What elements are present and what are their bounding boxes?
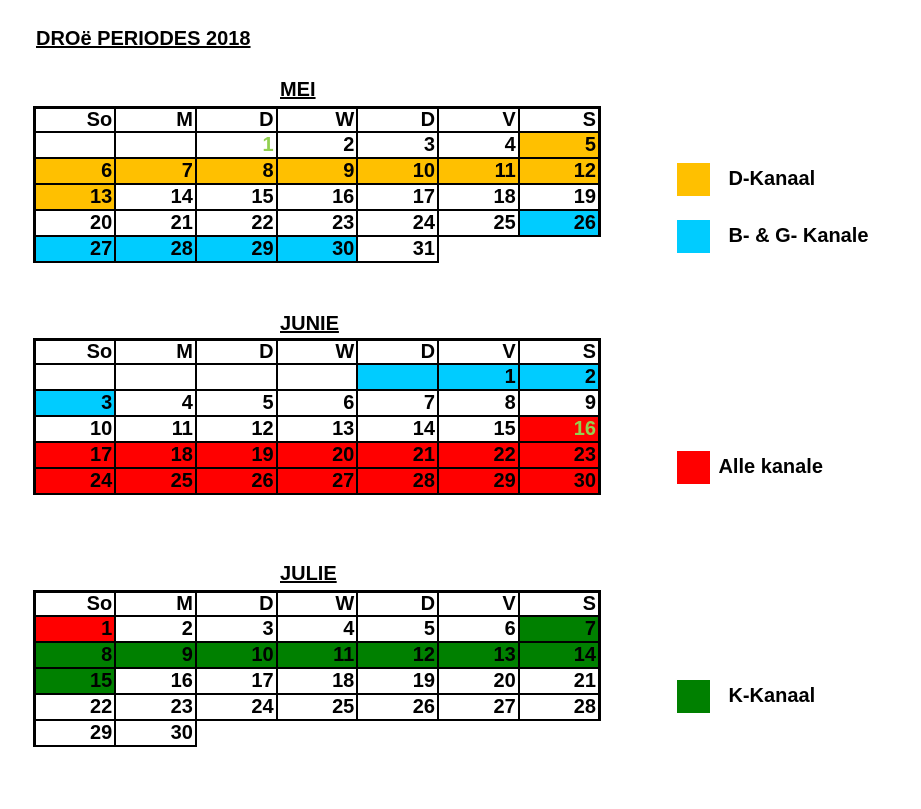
day-cell: 16 xyxy=(277,184,358,210)
day-cell: 21 xyxy=(115,210,196,236)
weekday-header-row xyxy=(35,340,600,365)
day-cell: 23 xyxy=(519,442,600,468)
day-cell: 21 xyxy=(519,668,600,694)
week-row xyxy=(35,642,600,668)
week-row xyxy=(35,132,600,158)
day-cell: 8 xyxy=(196,158,277,184)
day-cell: 12 xyxy=(519,158,600,184)
day-cell: 4 xyxy=(438,132,519,158)
day-cell: 5 xyxy=(519,132,600,158)
day-cell xyxy=(115,132,196,158)
day-cell: 12 xyxy=(196,416,277,442)
day-cell xyxy=(196,364,277,390)
weekday-header: So xyxy=(35,108,116,133)
empty-cell xyxy=(357,720,438,746)
day-cell: 13 xyxy=(438,642,519,668)
day-cell: 25 xyxy=(115,468,196,494)
weekday-header: D xyxy=(196,340,277,365)
day-cell: 1 xyxy=(438,364,519,390)
weekday-header: D xyxy=(196,108,277,133)
legend-swatch xyxy=(677,451,710,484)
day-cell: 23 xyxy=(277,210,358,236)
week-row xyxy=(35,390,600,416)
day-cell: 3 xyxy=(357,132,438,158)
day-cell: 16 xyxy=(115,668,196,694)
weekday-header: S xyxy=(519,108,600,133)
day-cell: 9 xyxy=(519,390,600,416)
day-cell: 13 xyxy=(277,416,358,442)
day-cell: 26 xyxy=(519,210,600,236)
day-cell: 28 xyxy=(519,694,600,720)
legend-label: Alle kanale xyxy=(718,456,823,478)
day-cell: 12 xyxy=(357,642,438,668)
day-cell: 2 xyxy=(277,132,358,158)
weekday-header: So xyxy=(35,592,116,617)
day-cell: 30 xyxy=(115,720,196,746)
day-cell: 15 xyxy=(196,184,277,210)
weekday-header-row xyxy=(35,592,600,617)
weekday-header: M xyxy=(115,592,196,617)
day-cell: 16 xyxy=(519,416,600,442)
day-cell xyxy=(115,364,196,390)
week-row xyxy=(35,442,600,468)
legend-item-d-kanaal xyxy=(677,163,815,196)
week-row xyxy=(35,184,600,210)
weekday-header: M xyxy=(115,108,196,133)
day-cell: 4 xyxy=(277,616,358,642)
day-cell: 27 xyxy=(35,236,116,262)
day-cell: 6 xyxy=(35,158,116,184)
week-row xyxy=(35,210,600,236)
day-cell: 10 xyxy=(35,416,116,442)
week-row xyxy=(35,416,600,442)
day-cell: 22 xyxy=(196,210,277,236)
day-cell: 7 xyxy=(357,390,438,416)
calendar-mei xyxy=(33,106,601,263)
day-cell: 26 xyxy=(196,468,277,494)
legend-label: B- & G- Kanale xyxy=(728,225,869,247)
day-cell: 28 xyxy=(357,468,438,494)
day-cell: 17 xyxy=(196,668,277,694)
weekday-header: V xyxy=(438,340,519,365)
empty-cell xyxy=(277,720,358,746)
day-cell: 3 xyxy=(196,616,277,642)
day-cell: 22 xyxy=(35,694,116,720)
weekday-header: D xyxy=(357,592,438,617)
calendar-julie xyxy=(33,590,601,747)
week-row xyxy=(35,364,600,390)
day-cell: 20 xyxy=(438,668,519,694)
day-cell: 19 xyxy=(519,184,600,210)
day-cell: 25 xyxy=(438,210,519,236)
week-row xyxy=(35,668,600,694)
week-row xyxy=(35,616,600,642)
day-cell: 17 xyxy=(35,442,116,468)
day-cell: 6 xyxy=(277,390,358,416)
day-cell: 30 xyxy=(519,468,600,494)
weekday-header: W xyxy=(277,340,358,365)
weekday-header: D xyxy=(357,340,438,365)
day-cell: 30 xyxy=(277,236,358,262)
day-cell: 4 xyxy=(115,390,196,416)
legend-label: D-Kanaal xyxy=(728,168,816,190)
day-cell: 24 xyxy=(35,468,116,494)
day-cell: 5 xyxy=(196,390,277,416)
day-cell: 18 xyxy=(115,442,196,468)
day-cell: 5 xyxy=(357,616,438,642)
day-cell: 9 xyxy=(115,642,196,668)
day-cell: 24 xyxy=(357,210,438,236)
day-cell xyxy=(357,364,438,390)
empty-cell xyxy=(519,236,600,262)
weekday-header: W xyxy=(277,108,358,133)
weekday-header-row xyxy=(35,108,600,133)
day-cell: 29 xyxy=(196,236,277,262)
day-cell: 15 xyxy=(35,668,116,694)
page-title: DROë PERIODES 2018 xyxy=(36,28,251,50)
day-cell: 28 xyxy=(115,236,196,262)
empty-cell xyxy=(519,720,600,746)
week-row xyxy=(35,158,600,184)
weekday-header: S xyxy=(519,592,600,617)
legend-swatch xyxy=(677,680,710,713)
month-title-mei: MEI xyxy=(280,79,316,101)
day-cell: 11 xyxy=(115,416,196,442)
weekday-header: So xyxy=(35,340,116,365)
day-cell: 19 xyxy=(196,442,277,468)
day-cell: 20 xyxy=(35,210,116,236)
empty-cell xyxy=(438,720,519,746)
weekday-header: W xyxy=(277,592,358,617)
week-row xyxy=(35,236,600,262)
day-cell: 10 xyxy=(357,158,438,184)
empty-cell xyxy=(438,236,519,262)
legend-label: K-Kanaal xyxy=(728,685,816,707)
day-cell: 2 xyxy=(115,616,196,642)
day-cell: 25 xyxy=(277,694,358,720)
legend-swatch xyxy=(677,163,710,196)
day-cell xyxy=(35,364,116,390)
week-row xyxy=(35,720,600,746)
day-cell: 31 xyxy=(357,236,438,262)
legend-item-alle-kanale xyxy=(677,451,823,484)
weekday-header: V xyxy=(438,592,519,617)
day-cell: 3 xyxy=(35,390,116,416)
day-cell: 24 xyxy=(196,694,277,720)
day-cell: 11 xyxy=(277,642,358,668)
day-cell: 18 xyxy=(277,668,358,694)
empty-cell xyxy=(196,720,277,746)
day-cell: 18 xyxy=(438,184,519,210)
legend-item-b-g-kanale xyxy=(677,220,868,253)
day-cell: 13 xyxy=(35,184,116,210)
legend-swatch xyxy=(677,220,710,253)
day-cell: 29 xyxy=(438,468,519,494)
day-cell: 6 xyxy=(438,616,519,642)
day-cell: 27 xyxy=(277,468,358,494)
day-cell: 14 xyxy=(357,416,438,442)
day-cell: 8 xyxy=(438,390,519,416)
day-cell: 2 xyxy=(519,364,600,390)
day-cell: 1 xyxy=(196,132,277,158)
day-cell: 11 xyxy=(438,158,519,184)
week-row xyxy=(35,694,600,720)
week-row xyxy=(35,468,600,494)
day-cell: 20 xyxy=(277,442,358,468)
legend-item-k-kanaal xyxy=(677,680,815,713)
day-cell: 27 xyxy=(438,694,519,720)
day-cell xyxy=(277,364,358,390)
day-cell: 7 xyxy=(519,616,600,642)
day-cell: 10 xyxy=(196,642,277,668)
weekday-header: D xyxy=(196,592,277,617)
day-cell: 26 xyxy=(357,694,438,720)
day-cell: 22 xyxy=(438,442,519,468)
weekday-header: D xyxy=(357,108,438,133)
day-cell: 29 xyxy=(35,720,116,746)
day-cell: 15 xyxy=(438,416,519,442)
day-cell: 7 xyxy=(115,158,196,184)
day-cell: 19 xyxy=(357,668,438,694)
day-cell: 17 xyxy=(357,184,438,210)
weekday-header: V xyxy=(438,108,519,133)
month-title-julie: JULIE xyxy=(280,563,337,585)
day-cell: 14 xyxy=(115,184,196,210)
day-cell: 14 xyxy=(519,642,600,668)
day-cell xyxy=(35,132,116,158)
weekday-header: S xyxy=(519,340,600,365)
day-cell: 21 xyxy=(357,442,438,468)
day-cell: 23 xyxy=(115,694,196,720)
day-cell: 8 xyxy=(35,642,116,668)
day-cell: 1 xyxy=(35,616,116,642)
calendar-junie xyxy=(33,338,601,495)
day-cell: 9 xyxy=(277,158,358,184)
month-title-junie: JUNIE xyxy=(280,313,339,335)
weekday-header: M xyxy=(115,340,196,365)
